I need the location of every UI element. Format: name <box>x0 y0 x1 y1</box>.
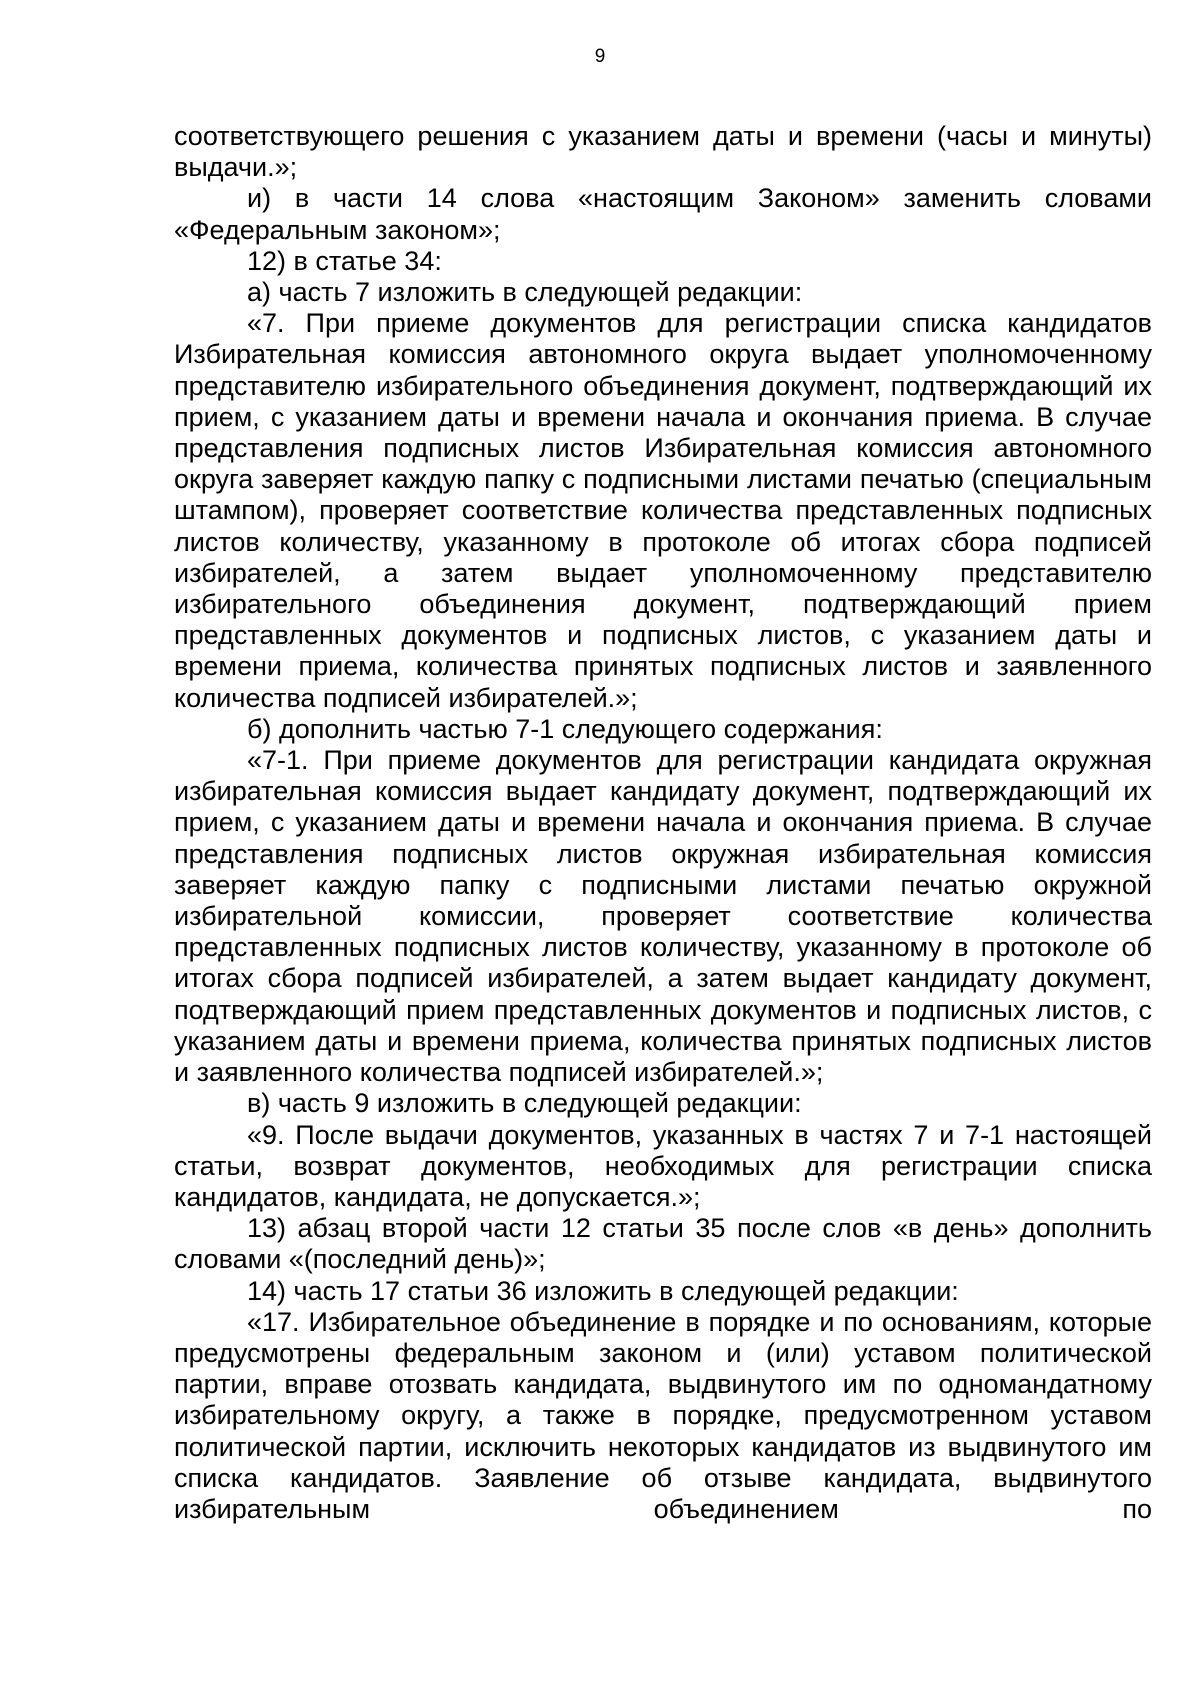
paragraph-item-i: и) в части 14 слова «настоящим Законом» заменить словами «Федеральным законом»; <box>174 183 1152 245</box>
paragraph-item-13: 13) абзац второй части 12 статьи 35 после слов «в день» дополнить словами «(последний день)»; <box>174 1213 1152 1275</box>
paragraph-item-12: 12) в статье 34: <box>247 245 442 276</box>
paragraph-item-14: 14) часть 17 статьи 36 изложить в следующей редакции: <box>247 1275 959 1306</box>
document-body <box>174 121 1152 1525</box>
paragraph-part-17-text: «17. Избирательное объединение в порядке и по основаниям, которые предусмотрены федеральным законом и (или) уставом политической партии, вправе отозвать кандидата, выдвинутого им по одномандатному избирательному округу, а также в порядке, предусмотренном уставом политической партии, исключить некоторых кандидатов из выдвинутого им списка кандидатов. Заявление об отзыве кандидата, выдвинутого избирательным объединением по <box>174 1306 1152 1524</box>
paragraph-item-12a: а) часть 7 изложить в следующей редакции: <box>247 277 803 308</box>
page-number: 9 <box>594 46 606 67</box>
paragraph-part-9-text: «9. После выдачи документов, указанных в частях 7 и 7-1 настоящей статьи, возврат документов, необходимых для регистрации списка кандидатов, кандидата, не допускается.»; <box>174 1119 1152 1212</box>
paragraph-item-12v: в) часть 9 изложить в следующей редакции: <box>247 1088 802 1119</box>
paragraph-part-7-1-text: «7-1. При приеме документов для регистрации кандидата окружная избирательная комиссия выдает кандидату документ, подтверждающий их прием, с указанием даты и времени начала и окончания приема. В случае представления подписных листов окружная избирательная комиссия заверяет каждую папку с подписными листами печатью окружной избирательной комиссии, проверяет соответствие количества представленных подписных листов количеству, указанному в протоколе об итогах сбора подписей избирателей, а затем выдает кандидату документ, подтверждающий прием представленных документов и подписных листов, с указанием даты и времени приема, количества принятых подписных листов и заявленного количества подписей избирателей.»; <box>174 745 1152 1088</box>
paragraph-part-7-text: «7. При приеме документов для регистрации списка кандидатов Избирательная комиссия автономного округа выдает уполномоченному представителю избирательного объединения документ, подтверждающий их прием, с указанием даты и времени начала и окончания приема. В случае представления подписных листов Избирательная комиссия автономного округа заверяет каждую папку с подписными листами печатью (специальным штампом), проверяет соответствие количества представленных подписных листов количеству, указанному в протоколе об итогах сбора подписей избирателей, а затем выдает уполномоченному представителю избирательного объединения документ, подтверждающий прием представленных документов и подписных листов, с указанием даты и времени приема, количества принятых подписных листов и заявленного количества подписей избирателей.»; <box>174 308 1152 713</box>
paragraph-continuation: соответствующего решения с указанием даты и времени (часы и минуты) выдачи.»; <box>174 121 1152 183</box>
paragraph-item-12b: б) дополнить частью 7-1 следующего содержания: <box>247 713 883 744</box>
